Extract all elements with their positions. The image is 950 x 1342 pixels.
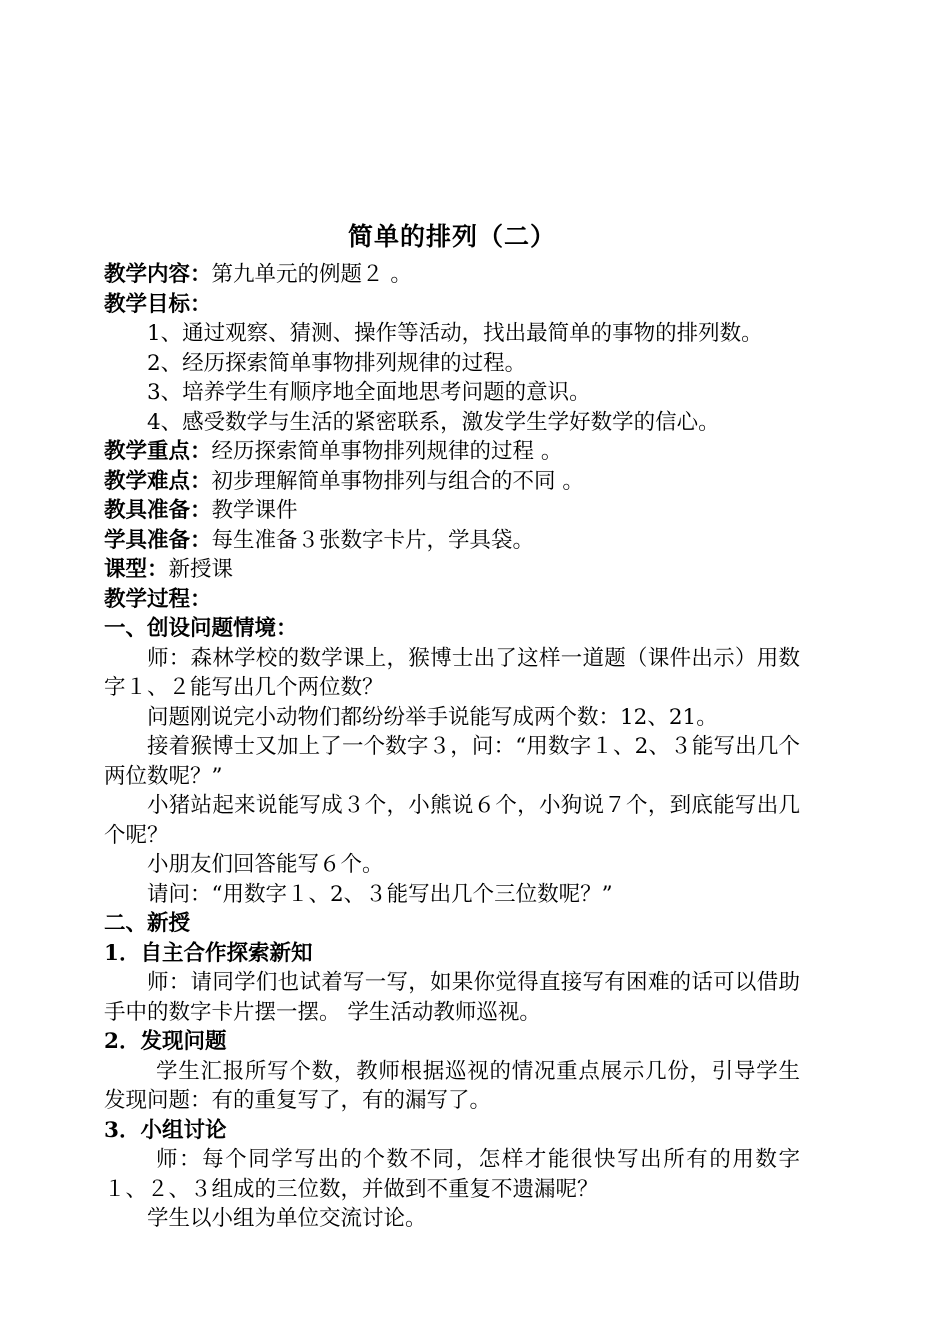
- content-label: 教学内容：: [104, 262, 212, 287]
- section1-paragraph: 小朋友们回答能写６个。: [147, 852, 384, 877]
- subsection2-heading: 2．发现问题: [104, 1029, 227, 1054]
- student-tools-label: 学具准备：: [104, 527, 212, 553]
- lesson-type-value: 新授课: [168, 557, 234, 582]
- lesson-type-row: [104, 555, 800, 585]
- subsection1-paragraph: 师：请同学们也试着写一写，如果你觉得直接写有困难的话可以借助手中的数字卡片摆一摆。 学生活动教师巡视。: [104, 970, 800, 1025]
- section1-heading: 一、创设问题情境：: [104, 616, 298, 641]
- process-label: 教学过程：: [104, 586, 212, 612]
- document-page: [104, 218, 800, 1234]
- section1-paragraph: 小猪站起来说能写成３个，小熊说６个，小狗说７个，到底能写出几个呢？: [104, 793, 800, 848]
- goal-item: 3、培养学生有顺序地全面地思考问题的意识。: [147, 380, 591, 405]
- goals-label: 教学目标：: [104, 291, 212, 317]
- content-row: [104, 260, 800, 290]
- teacher-tools-label: 教具准备：: [104, 498, 212, 523]
- content-value: 第九单元的例题２ 。: [211, 262, 412, 287]
- subsection2-paragraph: 学生汇报所写个数，教师根据巡视的情况重点展示几份，引导学生发现问题：有的重复写了，有的漏写了。: [104, 1058, 800, 1113]
- section1-paragraph: 请问：“用数字１、2、３能写出几个三位数呢？”: [147, 881, 613, 907]
- goal-item: 2、经历探索简单事物排列规律的过程。: [147, 350, 527, 376]
- lesson-type-label: 课型：: [104, 557, 169, 582]
- key-point-label: 教学重点：: [104, 439, 212, 464]
- difficulty-label: 教学难点：: [104, 468, 212, 494]
- key-point-value: 经历探索简单事物排列规律的过程 。: [211, 439, 563, 464]
- subsection1-heading: 1．自主合作探索新知: [104, 940, 313, 966]
- subsection3-paragraph: 学生以小组为单位交流讨论。: [147, 1206, 427, 1231]
- section2-heading: 二、新授: [104, 911, 191, 936]
- difficulty-row: [104, 467, 800, 497]
- goal-item: 4、感受数学与生活的紧密联系，激发学生学好数学的信心。: [147, 409, 720, 435]
- teacher-tools-row: [104, 496, 800, 526]
- teacher-tools-value: 教学课件: [211, 498, 298, 523]
- student-tools-value: 每生准备３张数字卡片，学具袋。: [211, 527, 535, 553]
- subsection3-heading: 3．小组讨论: [104, 1117, 227, 1143]
- subsection3-paragraph: 师：每个同学写出的个数不同，怎样才能很快写出所有的用数字１、２、３组成的三位数，并做到不重复不遗漏呢？: [104, 1147, 800, 1202]
- key-point-row: [104, 437, 800, 467]
- goal-item: 1、通过观察、猜测、操作等活动，找出最简单的事物的排列数。: [147, 321, 763, 346]
- section1-paragraph: 问题刚说完小动物们都纷纷举手说能写成两个数：12、21。: [147, 704, 718, 730]
- section1-paragraph: 师：森林学校的数学课上，猴博士出了这样一道题（课件出示）用数字１、２能写出几个两位数？: [104, 645, 800, 700]
- section1-paragraph: 接着猴博士又加上了一个数字３，问：“用数字１、2、３能写出几个两位数呢？”: [104, 734, 800, 789]
- document-title: 简单的排列（二）: [347, 222, 556, 251]
- student-tools-row: [104, 526, 800, 556]
- difficulty-value: 初步理解简单事物排列与组合的不同 。: [211, 468, 584, 494]
